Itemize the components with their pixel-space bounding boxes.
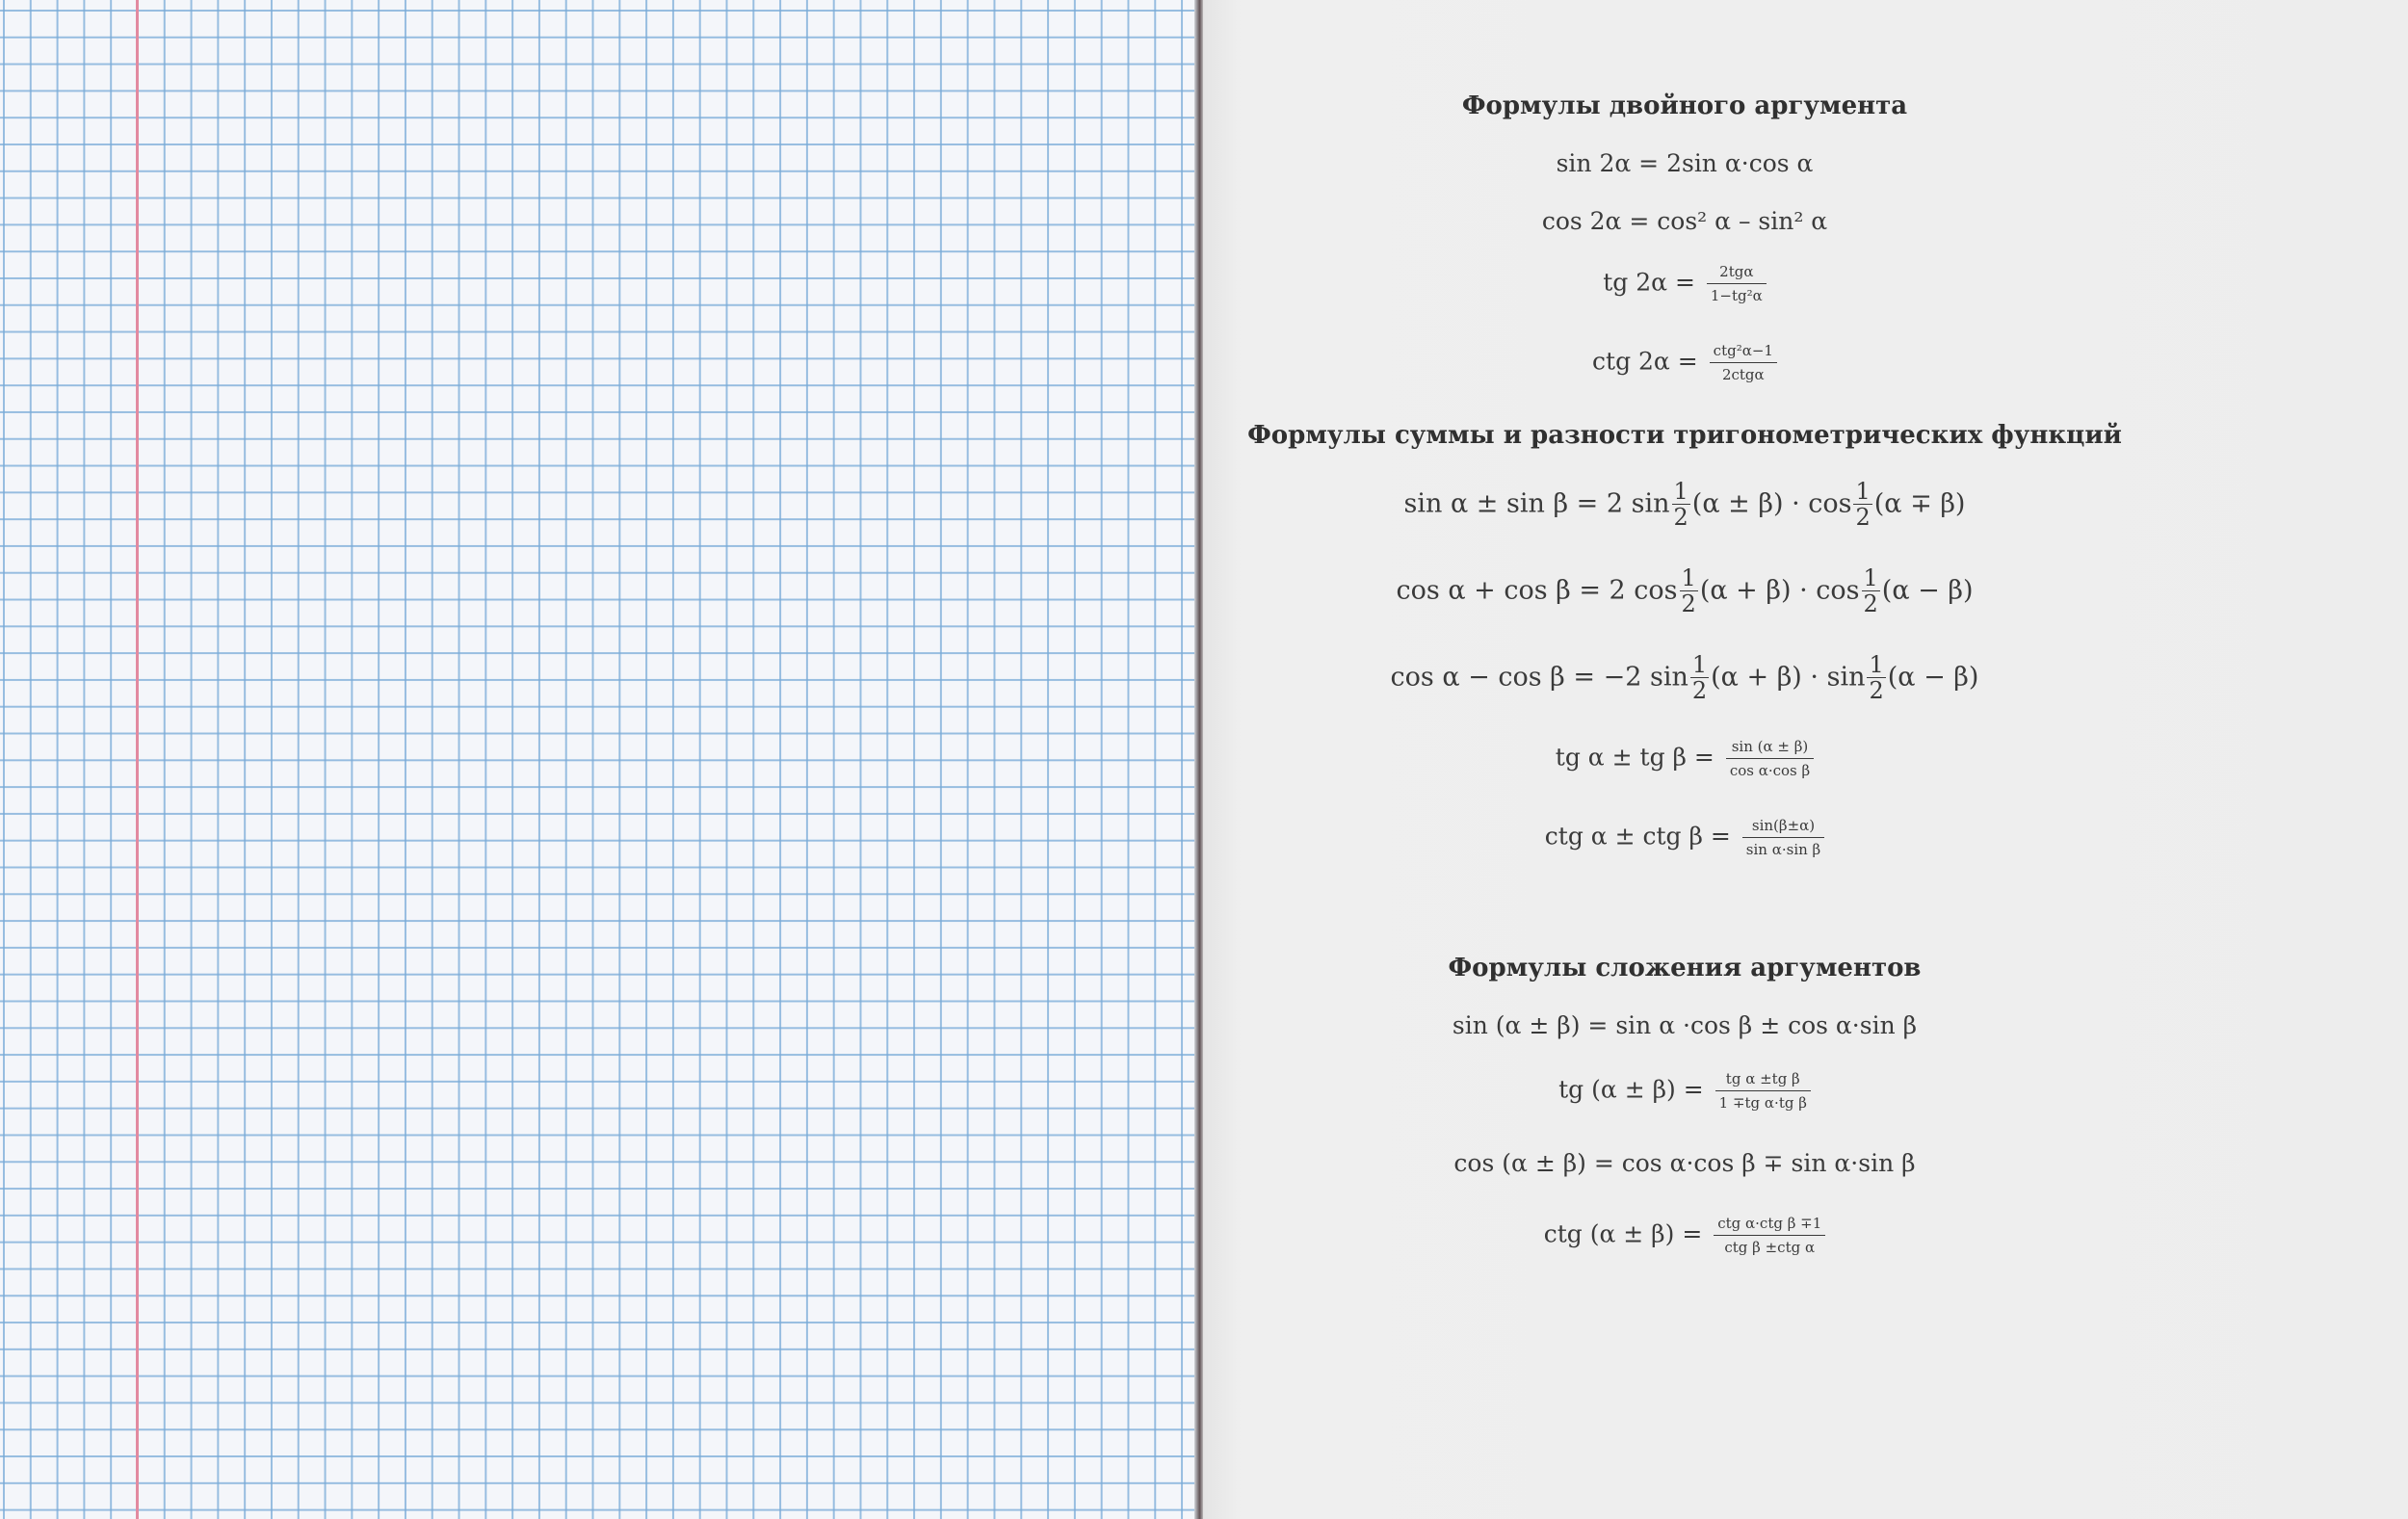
formula-lhs: ctg α ± ctg β = [1544, 822, 1731, 851]
denominator: 2 [1691, 677, 1708, 705]
denominator: 2ctgα [1721, 366, 1765, 384]
heading-double-argument: Формулы двойного аргумента [1461, 92, 1908, 120]
formula-part: (α − β) [1887, 662, 1979, 693]
numerator: 1 [1863, 564, 1878, 591]
formula-sin-sum [1203, 479, 2166, 531]
formula-part: sin α ± sin β = 2 sin [1403, 488, 1670, 519]
denominator: cos α·cos β [1729, 762, 1811, 780]
formula-ctg-sum [1203, 816, 2166, 860]
grid-paper-page [0, 0, 1199, 1519]
numerator: 1 [1855, 478, 1871, 505]
formula-lhs: ctg (α ± β) = [1543, 1219, 1703, 1248]
formula-sin-2a: sin 2α = 2sin α·cos α [1556, 149, 1814, 177]
half-fraction [1862, 565, 1880, 617]
denominator: 1−tg²α [1710, 287, 1763, 305]
half-fraction [1690, 652, 1709, 704]
formula-lhs: tg (α ± β) = [1558, 1075, 1704, 1104]
margin-line [136, 0, 139, 1519]
numerator: 1 [1673, 478, 1688, 505]
denominator: 1 ∓tg α·tg β [1718, 1094, 1807, 1113]
fraction [1742, 816, 1824, 860]
formula-lhs: ctg 2α = [1592, 347, 1698, 376]
formula-cos-difference [1203, 652, 2166, 704]
numerator: 1 [1681, 564, 1696, 591]
formula-part: (α + β) · cos [1699, 575, 1860, 606]
numerator: 1 [1869, 651, 1884, 678]
denominator: 2 [1673, 504, 1688, 532]
formula-ctg-addition [1203, 1214, 2166, 1258]
denominator: 2 [1869, 677, 1884, 705]
half-fraction [1672, 479, 1690, 531]
formula-part: (α + β) · sin [1711, 662, 1866, 693]
numerator: 2tgα [1707, 262, 1767, 284]
formula-cos-sum [1203, 565, 2166, 617]
heading-sum-difference: Формулы суммы и разности тригонометрических функций [1247, 421, 2122, 450]
denominator: 2 [1855, 504, 1871, 532]
formula-lhs: tg α ± tg β = [1555, 743, 1714, 772]
fraction [1715, 1069, 1811, 1113]
fraction [1707, 262, 1767, 306]
numerator: tg α ±tg β [1715, 1069, 1811, 1091]
half-fraction [1680, 565, 1698, 617]
denominator: 2 [1863, 590, 1878, 618]
formula-sin-addition: sin (α ± β) = sin α ·cos β ± cos α·sin β [1452, 1011, 1918, 1039]
heading-addition: Формулы сложения аргументов [1448, 954, 1922, 982]
formula-part: cos α + cos β = 2 cos [1396, 575, 1678, 606]
formula-tg-2a [1203, 262, 2166, 306]
numerator: 1 [1691, 651, 1708, 678]
fraction [1710, 341, 1777, 385]
denominator: 2 [1681, 590, 1696, 618]
fraction [1714, 1214, 1825, 1258]
fraction [1726, 737, 1814, 781]
numerator: sin (α ± β) [1726, 737, 1814, 759]
half-fraction [1853, 479, 1871, 531]
denominator: ctg β ±ctg α [1724, 1239, 1816, 1257]
formula-cos-addition: cos (α ± β) = cos α·cos β ∓ sin α·sin β [1453, 1149, 1916, 1177]
formula-part: cos α − cos β = −2 sin [1390, 662, 1688, 693]
denominator: sin α·sin β [1745, 841, 1821, 859]
formula-part: (α ∓ β) [1873, 488, 1966, 519]
half-fraction [1867, 652, 1885, 704]
formula-ctg-2a [1203, 341, 2166, 385]
numerator: ctg²α−1 [1710, 341, 1777, 363]
formula-tg-addition [1203, 1069, 2166, 1113]
formula-part: (α ± β) · cos [1691, 488, 1852, 519]
formula-content [1203, 0, 2166, 1519]
numerator: sin(β±α) [1742, 816, 1824, 838]
formula-cos-2a: cos 2α = cos² α – sin² α [1541, 207, 1828, 235]
numerator: ctg α·ctg β ∓1 [1714, 1214, 1825, 1236]
formula-lhs: tg 2α = [1603, 268, 1695, 297]
formula-part: (α − β) [1881, 575, 1974, 606]
formula-tg-sum [1203, 737, 2166, 781]
